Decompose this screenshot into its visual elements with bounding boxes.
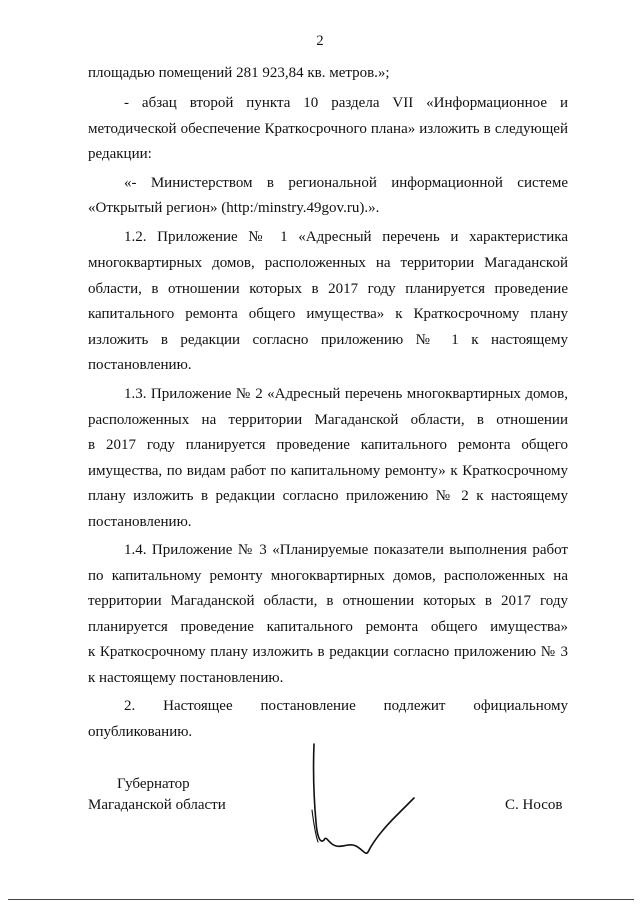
signatory-region: Магаданской области	[88, 797, 226, 813]
signatory-title: Губернатор	[117, 776, 190, 792]
text-line: - абзац второй пункта 10 раздела VII «Информационное и	[124, 95, 568, 111]
text-line: области, в отношении которых в 2017 году планируется проведение	[88, 281, 568, 297]
page-number: 2	[316, 33, 324, 49]
text-line: площадью помещений 281 923,84 кв. метров.»;	[88, 65, 390, 81]
text-line: многоквартирных домов, расположенных на территории Магаданской	[88, 255, 568, 271]
text-line: методической обеспечение Краткосрочного плана» изложить в следующей	[88, 121, 568, 137]
text-line: постановлению.	[88, 514, 192, 530]
text-line: 1.4. Приложение № 3 «Планируемые показатели выполнения работ	[124, 542, 568, 558]
text-line: опубликованию.	[88, 724, 193, 740]
text-line: «- Министерством в региональной информационной системе	[124, 175, 568, 191]
text-line: к настоящему постановлению.	[88, 670, 284, 686]
text-line: редакции:	[88, 146, 152, 162]
text-line: территории Магаданской области, в отношении которых в 2017 году	[88, 593, 568, 609]
text-line: в 2017 году планируется проведение капитального ремонта общего	[88, 437, 568, 453]
bottom-rule	[8, 899, 634, 900]
text-line: 1.3. Приложение № 2 «Адресный перечень многоквартирных домов,	[124, 386, 568, 402]
text-line: планируется проведение капитального ремонта общего имущества»	[88, 619, 568, 635]
text-line: «Открытый регион» (http:/minstry.49gov.ru).».	[88, 200, 380, 216]
text-line: к Краткосрочному плану изложить в редакции согласно приложению № 3	[88, 644, 568, 660]
text-line: плану изложить в редакции согласно приложению № 2 к настоящему	[88, 488, 568, 504]
text-line: расположенных на территории Магаданской области, в отношении	[88, 412, 568, 428]
handwritten-signature	[300, 740, 430, 862]
text-line: имущества, по видам работ по капитальному ремонту» к Краткосрочному	[88, 463, 568, 479]
text-line: 1.2. Приложение № 1 «Адресный перечень и характеристика	[124, 229, 568, 245]
text-line: 2. Настоящее постановление подлежит официальному	[124, 698, 568, 714]
signatory-name: С. Носов	[505, 797, 563, 813]
text-line: по капитальному ремонту многоквартирных домов, расположенных на	[88, 568, 568, 584]
text-line: изложить в редакции согласно приложению № 1 к настоящему	[88, 332, 568, 348]
text-line: постановлению.	[88, 357, 192, 373]
text-line: капитального ремонта общего имущества» к Краткосрочному плану	[88, 306, 568, 322]
